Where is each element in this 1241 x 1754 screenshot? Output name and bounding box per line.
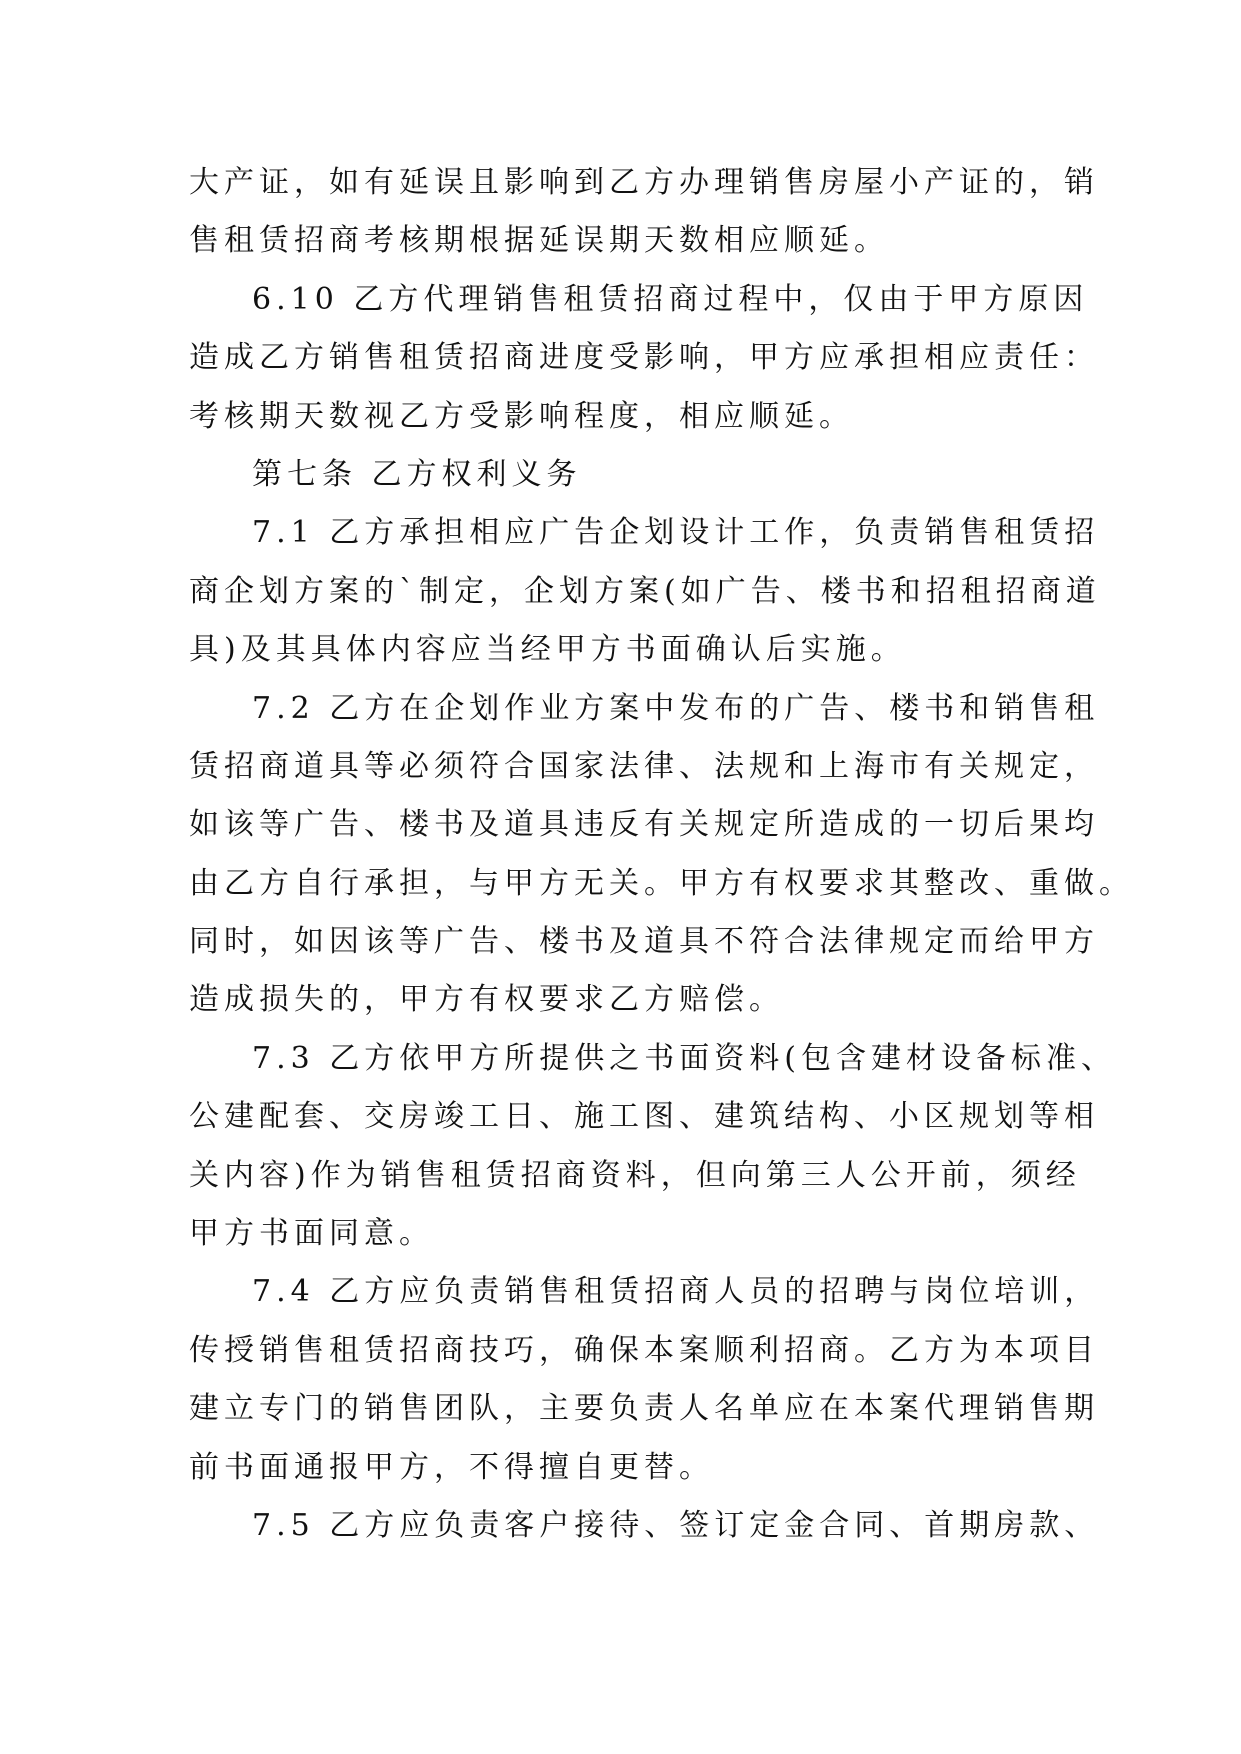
text-line: 公建配套、交房竣工日、施工图、建筑结构、小区规划等相 bbox=[189, 1099, 1099, 1135]
text-line: 甲方书面同意。 bbox=[189, 1216, 434, 1252]
text-line: 售租赁招商考核期根据延误期天数相应顺延。 bbox=[189, 223, 889, 259]
text-line: 同时，如因该等广告、楼书及道具不符合法律规定而给甲方 bbox=[189, 924, 1099, 960]
text-line: 造成损失的，甲方有权要求乙方赔偿。 bbox=[189, 982, 784, 1018]
text-line: 7.4 乙方应负责销售租赁招商人员的招聘与岗位培训， bbox=[252, 1274, 1100, 1310]
text-line: 传授销售租赁招商技巧，确保本案顺利招商。乙方为本项目 bbox=[189, 1332, 1099, 1368]
text-line: 7.2 乙方在企划作业方案中发布的广告、楼书和销售租 bbox=[252, 690, 1100, 726]
text-line: 由乙方自行承担，与甲方无关。甲方有权要求其整改、重做。 bbox=[189, 865, 1134, 901]
text-line: 前书面通报甲方，不得擅自更替。 bbox=[189, 1449, 714, 1485]
text-line: 7.1 乙方承担相应广告企划设计工作，负责销售租赁招 bbox=[252, 515, 1100, 551]
text-line: 第七条 乙方权利义务 bbox=[252, 456, 582, 492]
text-line: 7.5 乙方应负责客户接待、签订定金合同、首期房款、 bbox=[252, 1507, 1100, 1543]
text-line: 造成乙方销售租赁招商进度受影响，甲方应承担相应责任： bbox=[189, 340, 1099, 376]
text-line: 考核期天数视乙方受影响程度，相应顺延。 bbox=[189, 398, 854, 434]
text-line: 7.3 乙方依甲方所提供之书面资料(包含建材设备标准、 bbox=[252, 1040, 1116, 1076]
text-line: 大产证，如有延误且影响到乙方办理销售房屋小产证的，销 bbox=[189, 165, 1099, 200]
text-line: 商企划方案的`制定，企划方案(如广告、楼书和招租招商道 bbox=[189, 573, 1101, 609]
text-line: 建立专门的销售团队，主要负责人名单应在本案代理销售期 bbox=[189, 1391, 1099, 1427]
text-line: 如该等广告、楼书及道具违反有关规定所造成的一切后果均 bbox=[189, 807, 1099, 843]
document-body bbox=[189, 154, 1134, 1555]
text-line: 赁招商道具等必须符合国家法律、法规和上海市有关规定， bbox=[189, 748, 1099, 784]
text-line: 具)及其具体内容应当经甲方书面确认后实施。 bbox=[189, 632, 906, 668]
text-line: 关内容)作为销售租赁招商资料，但向第三人公开前，须经 bbox=[189, 1157, 1081, 1193]
text-line: 6.10 乙方代理销售租赁招商过程中，仅由于甲方原因 bbox=[252, 281, 1089, 317]
